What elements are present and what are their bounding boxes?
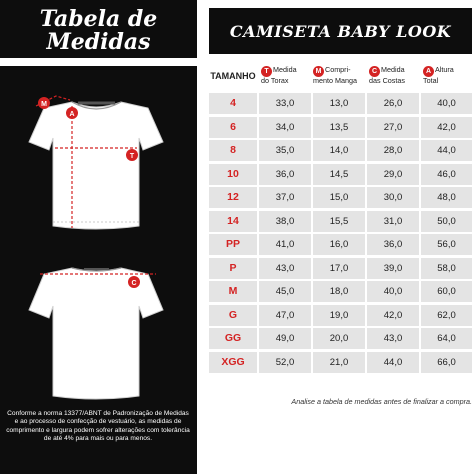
table-row bbox=[209, 187, 472, 208]
column-divider bbox=[257, 211, 259, 232]
table-row bbox=[209, 258, 472, 279]
chest-cell: 35,0 bbox=[275, 145, 295, 156]
sleeve-cell: 19,0 bbox=[329, 309, 349, 321]
table-row bbox=[209, 93, 472, 114]
height-cell: 44,0 bbox=[437, 145, 456, 156]
column-divider bbox=[257, 93, 259, 114]
column-divider bbox=[365, 234, 367, 255]
chest-cell: 49,0 bbox=[275, 333, 295, 344]
left-panel bbox=[0, 0, 197, 474]
col-head-height bbox=[423, 66, 472, 93]
col-head-back-l2: das Costas bbox=[369, 76, 405, 85]
column-divider bbox=[419, 93, 421, 114]
column-divider bbox=[419, 305, 421, 326]
back-cell: 29,0 bbox=[383, 168, 403, 180]
column-divider bbox=[419, 211, 421, 232]
table-row bbox=[209, 305, 472, 326]
column-divider bbox=[311, 352, 313, 373]
column-divider bbox=[365, 328, 367, 349]
height-cell: 56,0 bbox=[437, 239, 456, 250]
back-cell: 42,0 bbox=[383, 309, 403, 321]
table-row bbox=[209, 164, 472, 185]
sleeve-cell: 14,5 bbox=[329, 168, 349, 180]
height-cell: 50,0 bbox=[437, 215, 456, 227]
column-divider bbox=[419, 140, 421, 161]
chest-cell: 37,0 bbox=[275, 192, 295, 203]
sleeve-cell: 17,0 bbox=[329, 262, 349, 274]
height-cell: 46,0 bbox=[437, 168, 456, 180]
back-cell: 44,0 bbox=[383, 356, 403, 368]
back-cell: 28,0 bbox=[383, 145, 403, 156]
title-box bbox=[0, 0, 197, 58]
size-cell: G bbox=[228, 308, 238, 321]
column-divider bbox=[365, 117, 367, 138]
title-line-2: Medidas bbox=[46, 29, 151, 55]
column-divider bbox=[311, 187, 313, 208]
column-divider bbox=[311, 258, 313, 279]
chest-cell: 43,0 bbox=[275, 262, 295, 274]
table-row bbox=[209, 211, 472, 232]
size-cell: GG bbox=[224, 332, 242, 344]
size-cell: XGG bbox=[221, 355, 245, 368]
size-cell: 4 bbox=[230, 97, 236, 109]
column-divider bbox=[311, 117, 313, 138]
badge-a-icon: A bbox=[423, 66, 434, 77]
column-divider bbox=[365, 352, 367, 373]
column-divider bbox=[365, 305, 367, 326]
back-cell: 26,0 bbox=[383, 98, 403, 109]
sleeve-cell: 13,5 bbox=[329, 121, 349, 133]
column-divider bbox=[257, 352, 259, 373]
column-divider bbox=[311, 328, 313, 349]
sleeve-cell: 20,0 bbox=[329, 333, 349, 344]
table-row bbox=[209, 117, 472, 138]
table-row bbox=[209, 328, 472, 349]
height-cell: 64,0 bbox=[437, 333, 456, 344]
column-divider bbox=[311, 93, 313, 114]
back-cell: 39,0 bbox=[383, 262, 403, 274]
back-cell: 31,0 bbox=[383, 215, 403, 227]
sleeve-cell: 15,5 bbox=[329, 215, 349, 227]
height-cell: 40,0 bbox=[437, 98, 456, 109]
column-divider bbox=[365, 211, 367, 232]
column-divider bbox=[419, 187, 421, 208]
column-divider bbox=[257, 164, 259, 185]
column-divider bbox=[365, 140, 367, 161]
height-cell: 58,0 bbox=[437, 262, 456, 274]
column-divider bbox=[257, 234, 259, 255]
size-cell: 8 bbox=[230, 144, 236, 156]
column-divider bbox=[257, 281, 259, 302]
col-head-height-l1: Altura bbox=[435, 65, 454, 74]
size-cell: P bbox=[229, 261, 237, 274]
size-cell: PP bbox=[225, 238, 240, 250]
col-head-sleeve bbox=[313, 66, 367, 93]
column-divider bbox=[419, 328, 421, 349]
column-divider bbox=[257, 140, 259, 161]
sleeve-cell: 14,0 bbox=[329, 145, 349, 156]
size-cell: 14 bbox=[227, 214, 239, 227]
badge-c-icon: C bbox=[369, 66, 380, 77]
height-cell: 42,0 bbox=[437, 121, 456, 133]
marker-t-icon bbox=[126, 149, 138, 161]
table-header-row bbox=[209, 66, 472, 93]
column-divider bbox=[257, 328, 259, 349]
col-head-sleeve-l1: Compri- bbox=[325, 65, 351, 74]
sleeve-cell: 13,0 bbox=[329, 98, 349, 109]
column-divider bbox=[419, 258, 421, 279]
table-row bbox=[209, 281, 472, 302]
marker-a-icon bbox=[66, 107, 78, 119]
column-divider bbox=[365, 187, 367, 208]
back-cell: 43,0 bbox=[383, 333, 403, 344]
chest-cell: 41,0 bbox=[275, 239, 295, 250]
table-row bbox=[209, 352, 472, 373]
chest-cell: 36,0 bbox=[275, 168, 295, 180]
chest-cell: 33,0 bbox=[275, 98, 295, 109]
norm-note: Conforme a norma 13377/ABNT de Padronização de Medidas e ao processo de confecção de vestuário, as medidas de comprimento e largura podem sofrer alterações com tolerância de até 4% para mais ou para menos. bbox=[6, 410, 190, 442]
chest-cell: 34,0 bbox=[275, 121, 295, 133]
column-divider bbox=[365, 93, 367, 114]
column-divider bbox=[419, 281, 421, 302]
column-divider bbox=[311, 234, 313, 255]
badge-m-icon: M bbox=[313, 66, 324, 77]
back-cell: 30,0 bbox=[383, 192, 403, 203]
marker-c-icon bbox=[128, 276, 140, 288]
size-cell: 6 bbox=[230, 120, 236, 133]
height-cell: 66,0 bbox=[437, 356, 456, 368]
col-head-height-l2: Total bbox=[423, 76, 439, 85]
column-divider bbox=[311, 164, 313, 185]
column-divider bbox=[419, 234, 421, 255]
size-cell: 10 bbox=[227, 167, 239, 180]
sleeve-cell: 18,0 bbox=[329, 286, 349, 297]
col-head-chest bbox=[261, 66, 313, 93]
analyze-note: Analise a tabela de medidas antes de finalizar a compra. bbox=[291, 397, 472, 406]
title-line-1: Tabela de bbox=[39, 6, 158, 32]
chest-cell: 52,0 bbox=[275, 356, 295, 368]
size-cell: 12 bbox=[227, 191, 239, 203]
marker-m-icon bbox=[38, 97, 50, 109]
chest-cell: 47,0 bbox=[275, 309, 295, 321]
chest-cell: 45,0 bbox=[275, 286, 295, 297]
column-divider bbox=[257, 187, 259, 208]
column-divider bbox=[419, 164, 421, 185]
column-divider bbox=[257, 258, 259, 279]
col-head-chest-l1: Medida bbox=[273, 65, 297, 74]
svg-text:C: C bbox=[131, 280, 137, 287]
col-head-sleeve-l2: mento Manga bbox=[313, 76, 357, 85]
column-divider bbox=[311, 140, 313, 161]
size-cell: M bbox=[228, 285, 238, 297]
sleeve-cell: 15,0 bbox=[329, 192, 349, 203]
sleeve-cell: 21,0 bbox=[329, 356, 349, 368]
front-shirt-icon bbox=[29, 102, 163, 229]
column-divider bbox=[419, 117, 421, 138]
back-cell: 40,0 bbox=[383, 286, 403, 297]
height-cell: 60,0 bbox=[437, 286, 456, 297]
col-head-back-l1: Medida bbox=[381, 65, 405, 74]
column-divider bbox=[365, 281, 367, 302]
sleeve-cell: 16,0 bbox=[329, 239, 349, 250]
column-divider bbox=[365, 258, 367, 279]
column-divider bbox=[311, 305, 313, 326]
svg-text:M: M bbox=[41, 101, 47, 108]
column-divider bbox=[257, 117, 259, 138]
column-divider bbox=[311, 211, 313, 232]
column-divider bbox=[365, 164, 367, 185]
col-head-chest-l2: do Torax bbox=[261, 76, 289, 85]
table-row bbox=[209, 234, 472, 255]
chest-cell: 38,0 bbox=[275, 215, 295, 227]
back-cell: 27,0 bbox=[383, 121, 403, 133]
badge-t-icon: T bbox=[261, 66, 272, 77]
product-title: CAMISETA BABY LOOK bbox=[229, 21, 452, 41]
product-header bbox=[209, 8, 472, 54]
column-divider bbox=[257, 305, 259, 326]
back-shirt-icon bbox=[29, 268, 163, 399]
height-cell: 62,0 bbox=[437, 309, 456, 321]
height-cell: 48,0 bbox=[437, 192, 456, 203]
col-head-back bbox=[369, 66, 421, 93]
column-divider bbox=[311, 281, 313, 302]
column-divider bbox=[419, 352, 421, 373]
table-row bbox=[209, 140, 472, 161]
svg-text:T: T bbox=[129, 153, 135, 160]
back-cell: 36,0 bbox=[383, 239, 403, 250]
col-head-size: TAMANHO bbox=[210, 71, 256, 81]
svg-text:A: A bbox=[69, 111, 75, 118]
